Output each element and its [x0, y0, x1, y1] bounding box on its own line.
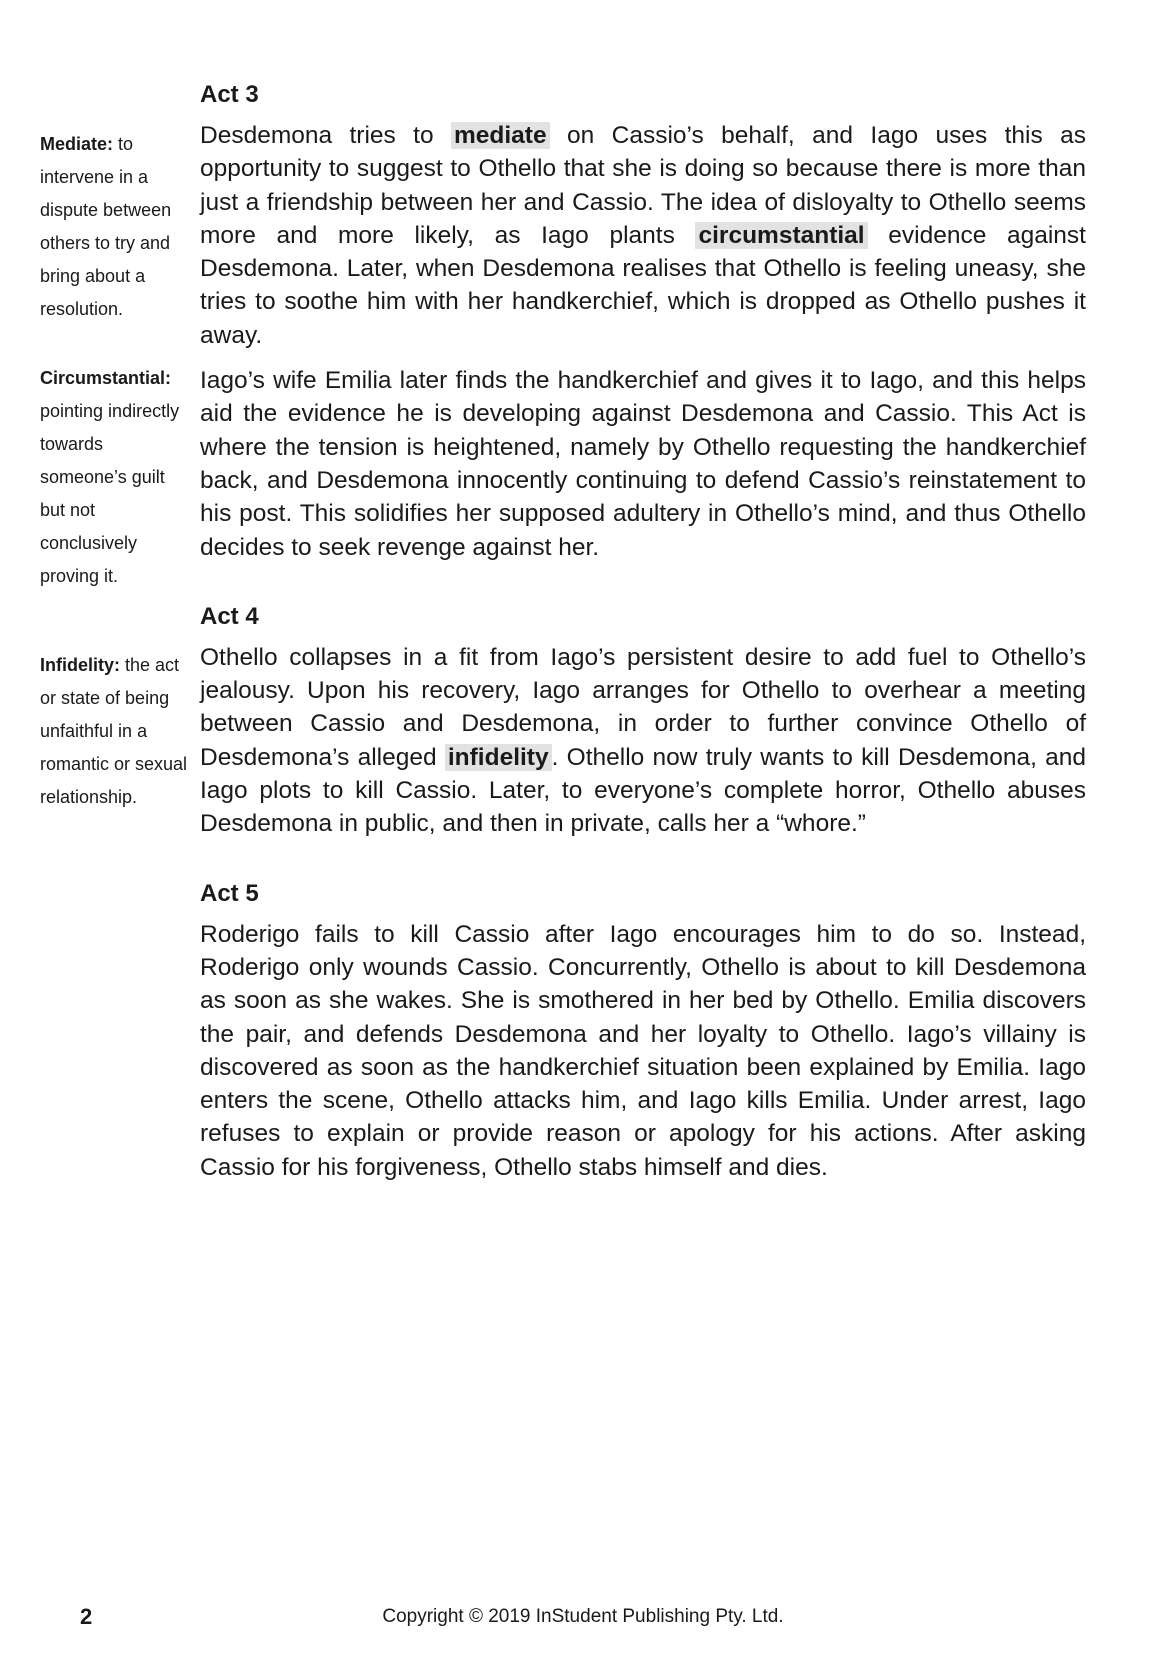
- glossary-definition: to intervene in a dispute between others to try and bring about a resolution.: [40, 134, 172, 319]
- glossary-entry-mediate: [40, 128, 190, 326]
- copyright-notice: Copyright © 2019 InStudent Publishing Pty. Ltd.: [382, 1606, 784, 1627]
- text-run: Desdemona tries to: [200, 122, 451, 149]
- act-3-paragraph-1: [200, 119, 1086, 352]
- page-number: 2: [80, 1604, 93, 1629]
- act-5-section: [200, 877, 1086, 1184]
- act-4-heading: Act 4: [200, 602, 259, 630]
- glossary-entry-circumstantial: [40, 362, 190, 593]
- act-3-heading: Act 3: [200, 81, 259, 108]
- act-4-section: [200, 600, 1086, 841]
- act-5-paragraph-1: Roderigo fails to kill Cassio after Iago encourages him to do so. Instead, Roderigo only wounds Cassio. Concurrently, Othello is about to kill Desdemona as soon as she wakes. She is smothered in her bed by Othello. Emilia discovers the pair, and defends Desdemona and her loyalty to Othello. Iago’s villainy is discovered as soon as the handkerchief situation been explained by Emilia. Iago enters the scene, Othello attacks him, and Iago kills Emilia. Under arrest, Iago refuses to explain or provide reason or apology for his actions. After asking Cassio for his forgiveness, Othello stabs himself and dies.: [200, 920, 1086, 1181]
- act-5-heading: Act 5: [200, 879, 259, 907]
- text-run: evidence against Desdemona. Later, when Desdemona realises that Othello is feeling uneasy, she tries to soothe him with her handkerchief, which is dropped as Othello pushes it away.: [200, 221, 1086, 349]
- text-run: on Cassio’s behalf, and Iago uses this as opportunity to suggest to Othello that she is doing so because there is more than just a friendship between her and Cassio. The idea of disloyalty to Othello seems more and more likely, as Iago plants: [200, 122, 1086, 249]
- highlight-infidelity: infidelity: [445, 744, 552, 771]
- act-3-section: [200, 78, 1086, 564]
- glossary-term: Mediate:: [40, 134, 114, 154]
- glossary-definition: pointing indirectly towards someone’s guilt but not conclusively proving it.: [40, 401, 180, 586]
- act-3-paragraph-2: Iago’s wife Emilia later finds the handkerchief and gives it to Iago, and this helps aid the evidence he is developing against Desdemona and Cassio. This Act is where the tension is heightened, namely by Othello requesting the handkerchief back, and Desdemona innocently continuing to defend Cassio’s reinstatement to his post. This solidifies her supposed adultery in Othello’s mind, and thus Othello decides to seek revenge against her.: [200, 367, 1086, 561]
- main-content: [200, 78, 1086, 1220]
- glossary-entry-infidelity: [40, 649, 190, 814]
- glossary-sidebar: [40, 128, 190, 814]
- text-run: . Othello now truly wants to kill Desdemona, and Iago plots to kill Cassio. Later, to everyone’s complete horror, Othello abuses Desdemona in public, and then in private, calls her a “whore.”: [200, 743, 1086, 838]
- act-4-paragraph-1: [200, 641, 1086, 841]
- text-run: Othello collapses in a fit from Iago’s persistent desire to add fuel to Othello’s jealousy. Upon his recovery, Iago arranges for Othello to overhear a meeting between Cassio and Desdemona, in order to further convince Othello of Desdemona’s alleged: [200, 643, 1086, 771]
- highlight-circumstantial: circumstantial: [695, 222, 867, 249]
- glossary-term: Circumstantial:: [40, 368, 172, 388]
- highlight-mediate: mediate: [451, 122, 550, 149]
- glossary-definition: the act or state of being unfaithful in a romantic or sexual relationship.: [40, 655, 188, 807]
- glossary-term: Infidelity:: [40, 655, 120, 675]
